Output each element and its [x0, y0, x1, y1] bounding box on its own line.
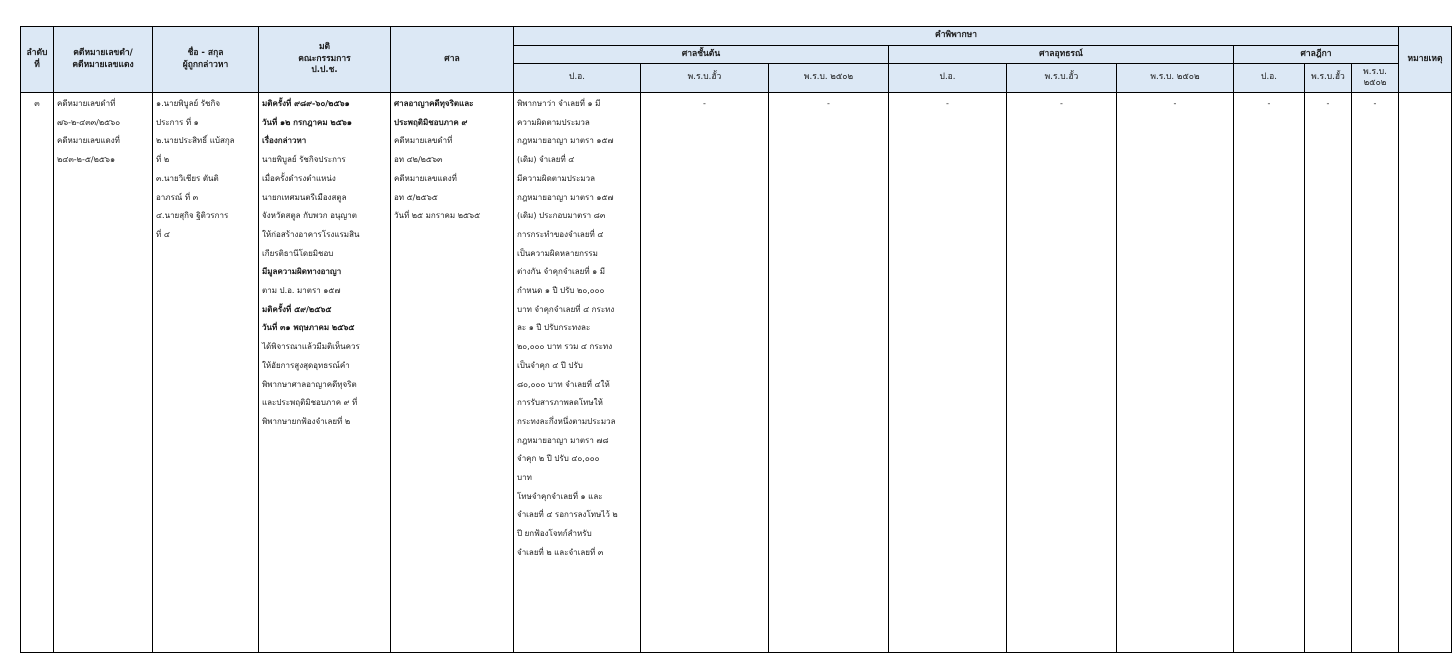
cell-supreme-hua: - [1305, 93, 1352, 653]
accused-name-line: ที่ ๒ [156, 155, 170, 165]
court-line: ศาลอาญาคดีทุจริตและ [394, 99, 474, 108]
first-court-judgment-line: (เดิม) จำเลยที่ ๔ [517, 155, 575, 165]
resolution-line: ให้ก่อสร้างอาคารโรงแรมสิน [262, 229, 360, 239]
first-court-judgment-line: จำเลยที่ ๔ รอการลงโทษไว้ ๒ [517, 510, 618, 520]
court-line: อท ๕/๒๕๖๕ [394, 192, 438, 202]
header-supreme-2502: พ.ร.บ. ๒๕๐๒ [1352, 64, 1399, 93]
case-no-line: คดีหมายเลขดำที่ [57, 99, 116, 108]
table-row [21, 93, 1452, 653]
court-line: ประพฤติมิชอบภาค ๙ [394, 117, 468, 127]
cell-first-po [514, 93, 641, 653]
resolution-line: ได้พิจารณาแล้วมีมติเห็นควร [262, 342, 360, 352]
first-court-judgment-line: กำหนด ๑ ปี ปรับ ๒๐,๐๐๐ [517, 286, 605, 296]
cell-resolution [259, 93, 391, 653]
header-first-hua: พ.ร.บ.ฮั้ว [641, 64, 769, 93]
resolution-line: มีมูลความผิดทางอาญา [262, 267, 342, 277]
first-court-judgment-line: เป็นความผิดหลายกรรม [517, 248, 598, 258]
header-first-2502: พ.ร.บ. ๒๕๐๒ [769, 64, 889, 93]
judgment-table [20, 26, 1452, 653]
resolution-line: และประพฤติมิชอบภาค ๙ ที่ [262, 398, 358, 408]
resolution-line: พิพากษาศาลอาญาคดีทุจริต [262, 379, 357, 389]
resolution-line: เมื่อครั้งดำรงตำแหน่ง [262, 173, 336, 183]
resolution-line: ตาม ป.อ. มาตรา ๑๕๗ [262, 286, 341, 296]
first-court-judgment-line: มีความผิดตามประมวล [517, 173, 596, 183]
first-court-judgment-line: กฎหมายอาญา มาตรา ๑๕๗ [517, 192, 614, 202]
accused-name-line: ๑.นายพิบูลย์ รัชกิจ [156, 99, 221, 108]
accused-name-line: ประการ ที่ ๑ [156, 117, 199, 127]
first-court-judgment-line: ๘๐,๐๐๐ บาท จำเลยที่ ๔ให้ [517, 379, 610, 389]
header-accused-name: ชื่อ - สกุล ผู้ถูกกล่าวหา [153, 27, 259, 93]
cell-remark [1399, 93, 1452, 653]
cell-appeal-hua: - [1007, 93, 1117, 653]
first-court-judgment-line: ๒๐,๐๐๐ บาท รวม ๔ กระทง [517, 342, 613, 352]
header-first-po: ป.อ. [514, 64, 641, 93]
court-line: วันที่ ๒๕ มกราคม ๒๕๖๕ [394, 211, 481, 221]
first-court-judgment-line: เป็นจำคุก ๔ ปี ปรับ [517, 360, 583, 370]
header-supreme-hua: พ.ร.บ.ฮั้ว [1305, 64, 1352, 93]
header-resolution: มติ คณะกรรมการ ป.ป.ช. [259, 27, 391, 93]
first-court-judgment-line: โทษจำคุกจำเลยที่ ๑ และ [517, 491, 603, 501]
cell-seq: ๓ [21, 93, 54, 653]
first-court-judgment-line: กระทงละกึ่งหนึ่งตามประมวล [517, 416, 616, 426]
first-court-judgment-line: กฎหมายอาญา มาตรา ๑๕๗ [517, 136, 614, 146]
header-appeal-hua: พ.ร.บ.ฮั้ว [1007, 64, 1117, 93]
cell-appeal-po: - [889, 93, 1007, 653]
header-court-first: ศาลชั้นต้น [514, 46, 889, 64]
resolution-line: พิพากษายกฟ้องจำเลยที่ ๒ [262, 416, 351, 426]
case-no-line: คดีหมายเลขแดงที่ [57, 136, 120, 146]
case-no-line: ๗๖-๒-๔๓๓/๒๕๖๐ [57, 117, 121, 127]
first-court-judgment-line: (เดิม) ประกอบมาตรา ๘๓ [517, 211, 606, 221]
first-court-judgment-line: จำเลยที่ ๒ และจำเลยที่ ๓ [517, 547, 604, 557]
resolution-line: นายกเทศมนตรีเมืองสตูล [262, 192, 347, 202]
header-appeal-po: ป.อ. [889, 64, 1007, 93]
accused-name-line: ๒.นายประสิทธิ์ แบ้สกุล [156, 136, 235, 146]
case-no-line: ๒๔๓-๒-๕/๒๕๖๑ [57, 155, 116, 165]
accused-name-line: ๔.นายสุกิจ ฐิติวรการ [156, 211, 229, 221]
header-seq: ลำดับ ที่ [21, 27, 54, 93]
cell-first-hua: - [641, 93, 769, 653]
cell-first-2502: - [769, 93, 889, 653]
resolution-line: มติครั้งที่ ๕๙/๒๕๖๕ [262, 304, 332, 314]
accused-name-line: อาภรณ์ ที่ ๓ [156, 192, 199, 202]
resolution-line: เกียรติธานีโดยมิชอบ [262, 248, 334, 258]
court-line: อท ๔๒/๒๕๖๓ [394, 155, 443, 165]
header-court-appeal: ศาลอุทธรณ์ [889, 46, 1234, 64]
resolution-line: เรื่องกล่าวหา [262, 136, 307, 146]
accused-name-line: ๓.นายวิเชียร ตันติ [156, 173, 219, 183]
resolution-line: มติครั้งที่ ๙๘๙-๖๐/๒๕๖๑ [262, 99, 350, 108]
resolution-line: วันที่ ๑๒ กรกฎาคม ๒๕๖๑ [262, 117, 352, 127]
resolution-line: ให้อัยการสูงสุดอุทธรณ์คำ [262, 360, 350, 370]
first-court-judgment-line: บาท [517, 473, 532, 483]
resolution-line: จังหวัดสตูล กับพวก อนุญาต [262, 211, 357, 221]
first-court-judgment-line: ความผิดตามประมวล [517, 117, 590, 127]
cell-court [391, 93, 514, 653]
cell-appeal-2502: - [1117, 93, 1234, 653]
first-court-judgment-line: ละ ๑ ปี ปรับกระทงละ [517, 323, 591, 333]
resolution-line: นายพิบูลย์ รัชกิจประการ [262, 155, 346, 165]
header-appeal-2502: พ.ร.บ. ๒๕๐๒ [1117, 64, 1234, 93]
first-court-judgment-line: บาท จำคุกจำเลยที่ ๔ กระทง [517, 304, 615, 314]
header-judgment: คำพิพากษา [514, 27, 1399, 46]
first-court-judgment-line: พิพากษาว่า จำเลยที่ ๑ มี [517, 99, 601, 108]
header-supreme-po: ป.อ. [1234, 64, 1305, 93]
header-remark: หมายเหตุ [1399, 27, 1452, 93]
cell-accused-name [153, 93, 259, 653]
first-court-judgment-line: ปี ยกฟ้องโจทก์สำหรับ [517, 529, 592, 539]
resolution-line: วันที่ ๓๑ พฤษภาคม ๒๕๖๕ [262, 323, 355, 333]
first-court-judgment-line: การกระทำของจำเลยที่ ๔ [517, 229, 604, 239]
court-line: คดีหมายเลขดำที่ [394, 136, 453, 146]
cell-supreme-po: - [1234, 93, 1305, 653]
cell-supreme-2502: - [1352, 93, 1399, 653]
header-court-supreme: ศาลฎีกา [1234, 46, 1399, 64]
first-court-judgment-line: จำคุก ๒ ปี ปรับ ๔๐,๐๐๐ [517, 454, 600, 464]
court-line: คดีหมายเลขแดงที่ [394, 173, 457, 183]
header-court: ศาล [391, 27, 514, 93]
header-case-no: คดีหมายเลขดำ/ คดีหมายเลขแดง [54, 27, 153, 93]
first-court-judgment-line: การรับสารภาพลดโทษให้ [517, 398, 603, 408]
accused-name-line: ที่ ๔ [156, 229, 170, 239]
cell-case-no [54, 93, 153, 653]
first-court-judgment-line: กฎหมายอาญา มาตรา ๗๘ [517, 435, 609, 445]
first-court-judgment-line: ต่างกัน จำคุกจำเลยที่ ๑ มี [517, 267, 606, 277]
